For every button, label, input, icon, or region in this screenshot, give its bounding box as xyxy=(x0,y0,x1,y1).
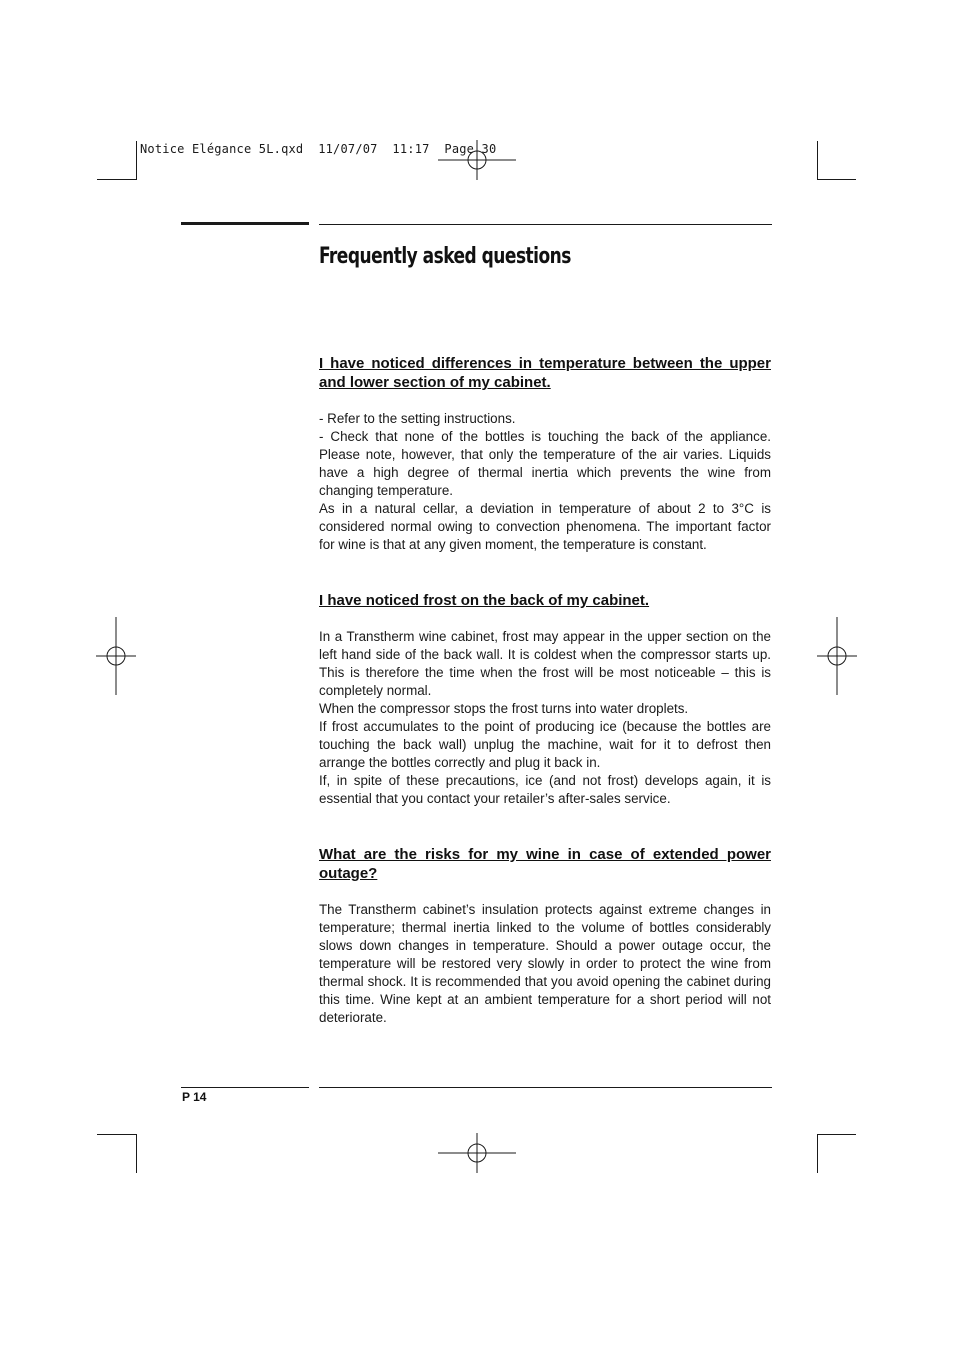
page-title: Frequently asked questions xyxy=(319,244,571,269)
crop-mark-bottom-right-v xyxy=(817,1134,818,1173)
faq-question: What are the risks for my wine in case of extended power outage? xyxy=(319,846,771,882)
answer-paragraph: - Check that none of the bottles is touching the back of the appliance. Please note, however, that only the temperature of the air varies. Liquids have a high degree of thermal inertia which prevents the wine from changing temperature. xyxy=(319,429,771,498)
answer-paragraph: - Refer to the setting instructions. xyxy=(319,411,516,426)
crop-mark-top-right-v xyxy=(817,141,818,180)
footer-rule-left xyxy=(181,1087,309,1088)
faq-item xyxy=(319,354,771,554)
registration-mark-icon xyxy=(77,617,155,695)
faq-question: I have noticed differences in temperature between the upper and lower section of my cabinet. xyxy=(319,355,771,391)
registration-mark-icon xyxy=(438,121,516,199)
crop-mark-top-left-h xyxy=(97,179,136,180)
registration-mark-icon xyxy=(438,1114,516,1192)
footer-rule-right xyxy=(319,1087,772,1088)
page-number: P 14 xyxy=(182,1090,207,1104)
print-slug: Notice Elégance 5L.qxd 11/07/07 11:17 Page 30 xyxy=(140,142,497,156)
answer-paragraph: If, in spite of these precautions, ice (and not frost) develops again, it is essential that you contact your retailer’s after-sales service. xyxy=(319,773,771,806)
registration-mark-icon xyxy=(798,617,876,695)
crop-mark-top-left-v xyxy=(136,141,137,180)
answer-paragraph: In a Transtherm wine cabinet, frost may appear in the upper section on the left hand side of the back wall. It is coldest when the compressor starts up. This is therefore the time when the frost will be most noticeable – this is completely normal. xyxy=(319,629,771,698)
header-rule-thin xyxy=(319,224,772,225)
faq-answer xyxy=(319,901,771,1027)
answer-paragraph: The Transtherm cabinet’s insulation protects against extreme changes in temperature; thermal inertia linked to the volume of bottles considerably slows down changes in temperature. Should a power outage occur, the temperature will be restored very slowly in order to protect the wine from thermal shock. It is recommended that you avoid opening the cabinet during this time. Wine kept at an ambient temperature for a short period will not deteriorate. xyxy=(319,902,771,1025)
crop-mark-top-right-h xyxy=(818,179,856,180)
crop-mark-bottom-left-h xyxy=(97,1134,136,1135)
faq-item xyxy=(319,591,771,808)
header-rule-thick xyxy=(181,222,309,225)
faq-content xyxy=(319,354,771,1027)
crop-mark-bottom-right-h xyxy=(818,1134,856,1135)
answer-paragraph: If frost accumulates to the point of producing ice (because the bottles are touching the back wall) unplug the machine, wait for it to defrost then arrange the bottles correctly and plug it back in. xyxy=(319,719,771,770)
faq-answer xyxy=(319,410,771,554)
answer-paragraph: When the compressor stops the frost turns into water droplets. xyxy=(319,701,689,716)
faq-question: I have noticed frost on the back of my cabinet. xyxy=(319,592,650,609)
crop-mark-bottom-left-v xyxy=(136,1134,137,1173)
faq-item xyxy=(319,845,771,1027)
answer-paragraph: As in a natural cellar, a deviation in temperature of about 2 to 3°C is considered normal owing to convection phenomena. The important factor for wine is that at any given moment, the temperature is constant. xyxy=(319,501,771,552)
faq-answer xyxy=(319,628,771,808)
